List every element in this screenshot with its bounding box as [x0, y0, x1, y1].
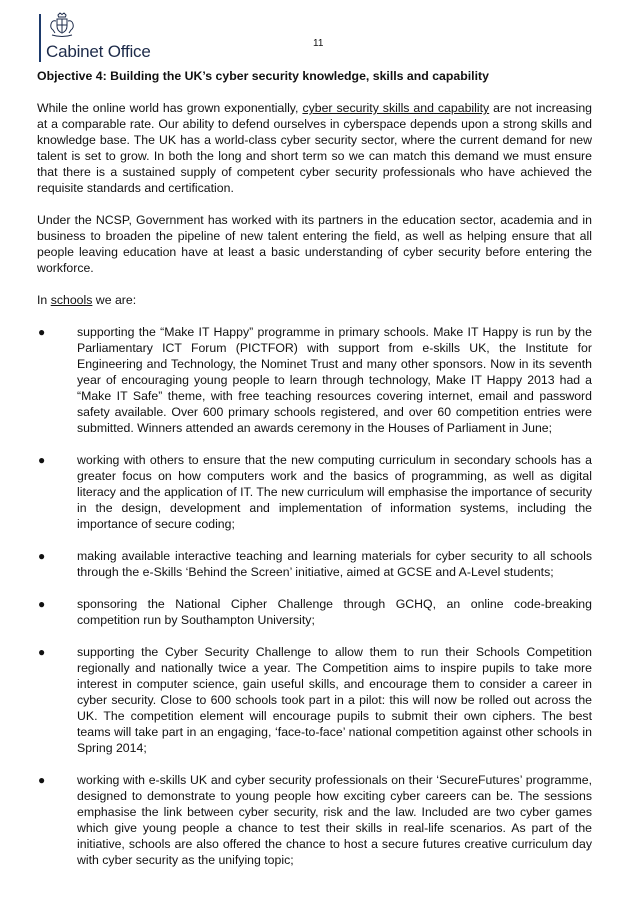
paragraph-intro-rest: are not increasing at a comparable rate. Our ability to defend ourselves in cyberspace depends upon a strong skills and knowledge base. The UK has a world-class cyber security sector, where the current demand for new talent is set to grow. In both the long and short term so we can match this demand we must ensure that there is a sustained supply of competent cyber security professionals who have achieved the requisite standards and certification. [37, 101, 592, 195]
organisation-name: Cabinet Office [46, 42, 151, 61]
list-item [37, 772, 592, 868]
list-item-text: working with others to ensure that the new computing curriculum in secondary schools has a greater focus on how computers work and the basics of programming, as well as digital literacy and the application of IT. The new curriculum will emphasise the importance of security in the design, development and implementation of information systems, including the importance of secure coding; [77, 453, 592, 531]
list-item-text: supporting the Cyber Security Challenge to allow them to run their Schools Competition regionally and nationally twice a year. The Competition aims to inspire pupils to take more interest in computer science, gain useful skills, and encourage them to consider a career in cyber security. Close to 600 schools took part in a pilot: this will now be rolled out across the UK. The competition element will encourage pupils to submit their own ciphers. The best teams will take part in an engaging, ‘face-to-face’ national competition against other schools in Spring 2014; [77, 645, 592, 755]
list-item [37, 548, 592, 580]
schools-link[interactable]: schools [50, 293, 93, 307]
list-item-text: sponsoring the National Cipher Challenge through GCHQ, an online code-breaking competition run by Southampton University; [77, 597, 592, 627]
paragraph-intro-start: While the online world has grown exponentially, [37, 101, 303, 115]
schools-intro-end: we are: [92, 293, 137, 307]
list-item [37, 596, 592, 628]
paragraph-intro [37, 100, 592, 196]
bullet-icon: ● [38, 597, 46, 611]
document-body [37, 68, 592, 884]
list-item [37, 324, 592, 436]
bullet-icon: ● [38, 549, 46, 563]
list-item-text: working with e-skills UK and cyber security professionals on their ‘SecureFutures’ programme, designed to demonstrate to young people how exciting cyber careers can be. The sessions emphasise the link between cyber security, risk and the law. Included are two cyber games which give young people a chance to test their skills in real-life scenarios. As part of the initiative, schools are also offered the chance to host a secure futures creative curriculum day with cyber security as the unifying topic; [77, 773, 592, 867]
cabinet-office-logo [34, 12, 164, 64]
skills-capability-link[interactable]: cyber security skills and capability [302, 101, 490, 115]
schools-initiatives-list [37, 324, 592, 868]
bullet-icon: ● [38, 645, 46, 659]
list-item-text: making available interactive teaching and learning materials for cyber security to all schools through the e-Skills ‘Behind the Screen’ initiative, aimed at GCSE and A-Level students; [77, 549, 592, 579]
paragraph-schools [37, 292, 592, 308]
section-heading: Objective 4: Building the UK’s cyber security knowledge, skills and capability [37, 69, 489, 83]
royal-coat-of-arms-icon [47, 12, 77, 40]
logo-divider [39, 14, 41, 62]
paragraph-ncsp: Under the NCSP, Government has worked with its partners in the education sector, academia and in business to broaden the pipeline of new talent entering the field, as well as helping ensure that all people leaving education have at least a basic understanding of cyber security before entering the workforce. [37, 213, 592, 275]
page-number: 11 [313, 38, 324, 49]
bullet-icon: ● [38, 325, 46, 339]
list-item [37, 452, 592, 532]
list-item-text: supporting the “Make IT Happy” programme in primary schools. Make IT Happy is run by the Parliamentary ICT Forum (PICTFOR) with support from e-skills UK, the Institute for Engineering and Technology, the Nominet Trust and many other sponsors. Now in its seventh year of encouraging young people to learn through technology, Make IT Happy 2013 had a “Make IT Safe” theme, with free teaching resources covering internet, email and password safety available. Over 600 primary schools registered, and over 60 competition entries were submitted. Winners attended an awards ceremony in the Houses of Parliament in June; [77, 325, 592, 435]
list-item [37, 644, 592, 756]
bullet-icon: ● [38, 773, 46, 787]
schools-intro-start: In [37, 293, 51, 307]
bullet-icon: ● [38, 453, 46, 467]
